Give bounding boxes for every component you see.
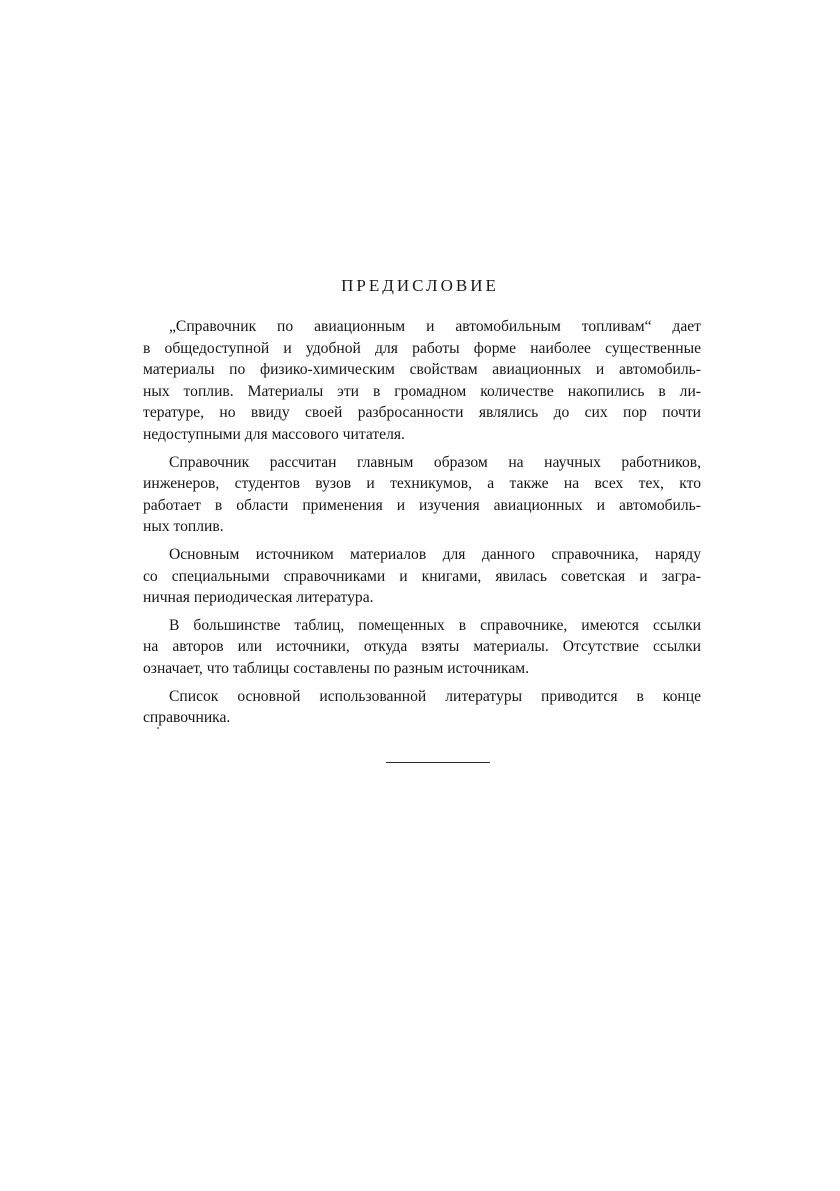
page-title: ПРЕДИСЛОВИЕ (341, 276, 499, 295)
paragraph-line: „Справочник по авиационным и автомобильным топливам“ дает (169, 318, 701, 335)
paragraph-1 (143, 316, 701, 446)
paragraph-line: работает в области применения и изучения авиационных и автомобиль- (143, 496, 701, 514)
paragraph-4 (143, 615, 701, 680)
paragraph-3 (143, 544, 701, 609)
paragraph-line: со специальными справочниками и книгами, явилась советская и загра- (143, 567, 701, 585)
preface-body (143, 316, 701, 735)
paragraph-line: Справочник рассчитан главным образом на научных работников, (169, 453, 701, 471)
print-speck (157, 727, 159, 729)
paragraph-line: Основным источником материалов для данного справочника, наряду (169, 545, 701, 563)
paragraph-line: ных топлив. Материалы эти в громадном количестве накопились в ли- (143, 382, 701, 400)
paragraph-2 (143, 452, 701, 538)
paragraph-5 (143, 686, 701, 729)
paragraph-line: недоступными для массового читателя. (143, 425, 405, 443)
paragraph-line: Список основной использованной литературы приводится в конце (169, 687, 701, 705)
paragraph-line: на авторов или источники, откуда взяты материалы. Отсутствие ссылки (143, 638, 701, 656)
paragraph-line: справочника. (143, 709, 231, 727)
paragraph-line: ничная периодическая литература. (143, 589, 374, 607)
paragraph-line: означает, что таблицы составлены по разным источникам. (143, 659, 530, 677)
paragraph-line: инженеров, студентов вузов и техникумов, а также на всех тех, кто (143, 475, 701, 493)
paragraph-line: В большинстве таблиц, помещенных в справочнике, имеются ссылки (169, 616, 701, 634)
paragraph-line: в общедоступной и удобной для работы форме наиболее существенные (143, 339, 701, 357)
paragraph-line: материалы по физико-химическим свойствам авиационных и автомобиль- (143, 361, 701, 379)
paragraph-line: ных топлив. (143, 518, 224, 536)
section-divider (386, 762, 490, 763)
paragraph-line: тературе, но ввиду своей разбросанности являлись до сих пор почти (143, 404, 701, 422)
